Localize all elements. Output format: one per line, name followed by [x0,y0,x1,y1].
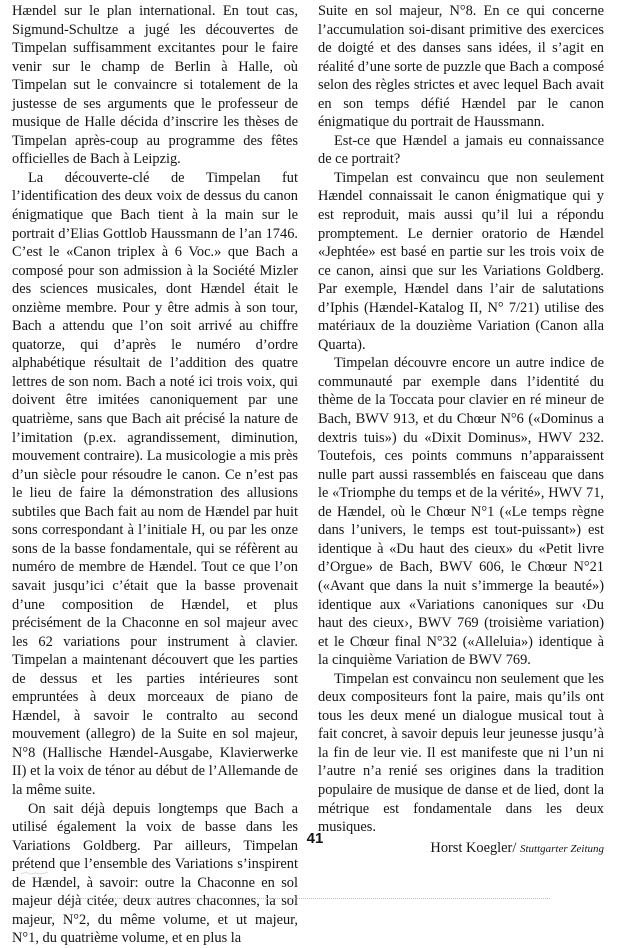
author-name: Horst Koegler [430,839,513,856]
scan-artifact-mark [20,870,50,876]
paragraph-continuation: Hændel sur le plan international. En tout cas, Sigmund-Schultze a jugé les découvertes de Timpelan suffisamment excitantes pour le faire venir sur le champ de Berlin à Halle, où Timpelan sut le convaincre si totalement de la justesse de ses arguments que le professeur de musique de Halle décida d’inscrire les thèses de Timpelan après-coup au programme des fêtes officielles de Bach à Leipzig. [12,3,298,168]
paragraph-jephte: Timpelan est convaincu que non seulement Hændel connaissait le canon énigmatique qui y est reproduit, mais aussi qu’il lui a répondu promptement. Le dernier oratorio de Hændel «Jephtée» est basé en partie sur les trois voix de ce canon, ainsi que sur les Variations Goldberg. Par exemple, Hændel dans l’air de salutations d’Iphis (Hændel-Katalog II, N° 7/21) utilise des matériaux de la douzième Variation (Canon alla Quarta). [318,169,604,353]
source-publication: Stuttgarter Zeitung [519,842,604,855]
left-column [12,2,298,948]
paragraph-question: Est-ce que Hændel a jamais eu connaissance de ce portrait? [318,132,604,168]
scan-artifact-rule [80,898,550,899]
page-number: 41 [306,830,324,847]
byline-separator: / [512,839,517,856]
paragraph-conclusion: Timpelan est convaincu non seulement que les deux compositeurs font la paire, mais qu’ils ont tous les deux mené un dialogue musical tout à fait concret, à savoir depuis leur jeunesse jusqu’à la fin de leur vie. Il est manifeste que ni l’un ni l’autre n’a renié ses origines dans la tradition populaire de musique de danse et de lied, dont la métrique est fondamentale dans les deux musiques. [318,670,604,836]
paragraph-key-discovery: La découverte-clé de Timpelan fut l’identification des deux voix de dessus du canon énigmatique que Bach tient à la main sur le portrait d’Elias Gottlob Haussmann de l’an 1746. C’est le «Canon triplex à 6 Voc.» que Bach a composé pour son admission à la Société Mizler des sciences musicales, dont Hændel était le onzième membre. Pour y être admis à son tour, Bach a attendu que l’on soit arrivé au chiffre quatorze, qui d’après le numéro d’ordre alphabétique résultait de l’addition des quatre lettres de son nom. Bach a noté ici trois voix, qui doivent être imitées canoniquement par une quatrième, sans que Bach ait précisé la nature de l’imitation (p.ex. agrandissement, diminution, mouvement contraire). La musicologie a mis près d’un siècle pour résoudre le canon. Ce n’est pas le lieu de faire la démonstration des allusions subtiles que Bach fait au nom de Hændel par huit sons correspondant à l’initiale H, ou par les onze sons de la basse fondamentale, qui se réfèrent au numéro de membre de Hændel. Tout ce que l’on savait jusqu’ici c’était que la basse provenait d’une composition de Hændel, et plus précisément de la Chaconne en sol majeur avec les 62 variations pour instrument à clavier. Timpelan a maintenant découvert que les parties de dessus et les parties intérieures sont empruntées à deux morceaux de piano de Hændel, à savoir le contralto au second mouvement (allegro) de la Suite en sol majeur, N°8 (Hallische Hændel-Ausgabe, Klavierwerke II) et la voix de ténor au début de l’Allemande de la même suite. [12,169,298,798]
paragraph-suite: Suite en sol majeur, N°8. En ce qui concerne l’accumulation soi-disant primitive des exercices de doigté et des danses sans idées, il s’agit en réalité d’une sorte de puzzle que Bach a composé selon des règles strictes et avec lequel Bach avait en son temps défié Hændel par le canon énigmatique du portrait de Haussmann. [318,3,604,131]
paragraph-communaute: Timpelan découvre encore un autre indice de communauté par exemple dans l’identité du thème de la Toccata pour clavier en ré mineur de Bach, BWV 913, et du Chœur N°6 («Dominus a dextris tuis») du «Dixit Dominus», HWV 232. Toutefois, ces points communs n’apparaissent nulle part aussi rassemblés en faisceau que dans le «Triomphe du temps et de la vérité», HWV 71, de Hændel, où le Chœur N°1 («Le temps règne dans l’univers, le temps est tout-puissant») est identique à «Du haut des cieux» du «Petit livre d’Orgue» de Bach, BWV 606, le Chœur N°21 («Avant que dans la nuit s’immerge la beauté») identique aux «Variations canoniques sur ‹Du haut des cieux›, BWV 769 (troisième variation) et le Chœur final N°32 («Alleluia») identique à la cinquième Variation de BWV 769. [318,355,604,669]
right-column [318,2,604,858]
paragraph-goldberg: On sait déjà depuis longtemps que Bach a utilisé également la voix de basse dans les Variations Goldberg. Par ailleurs, Timpelan prétend que l’ensemble des Variations s’inspirent de Hændel, à savoir: outre la Chaconne en sol majeur déjà citée, deux autres chaconnes, la sol majeur, N°2, du même volume, et ut majeur, N°1, du quatrième volume, et en plus la [12,800,298,947]
